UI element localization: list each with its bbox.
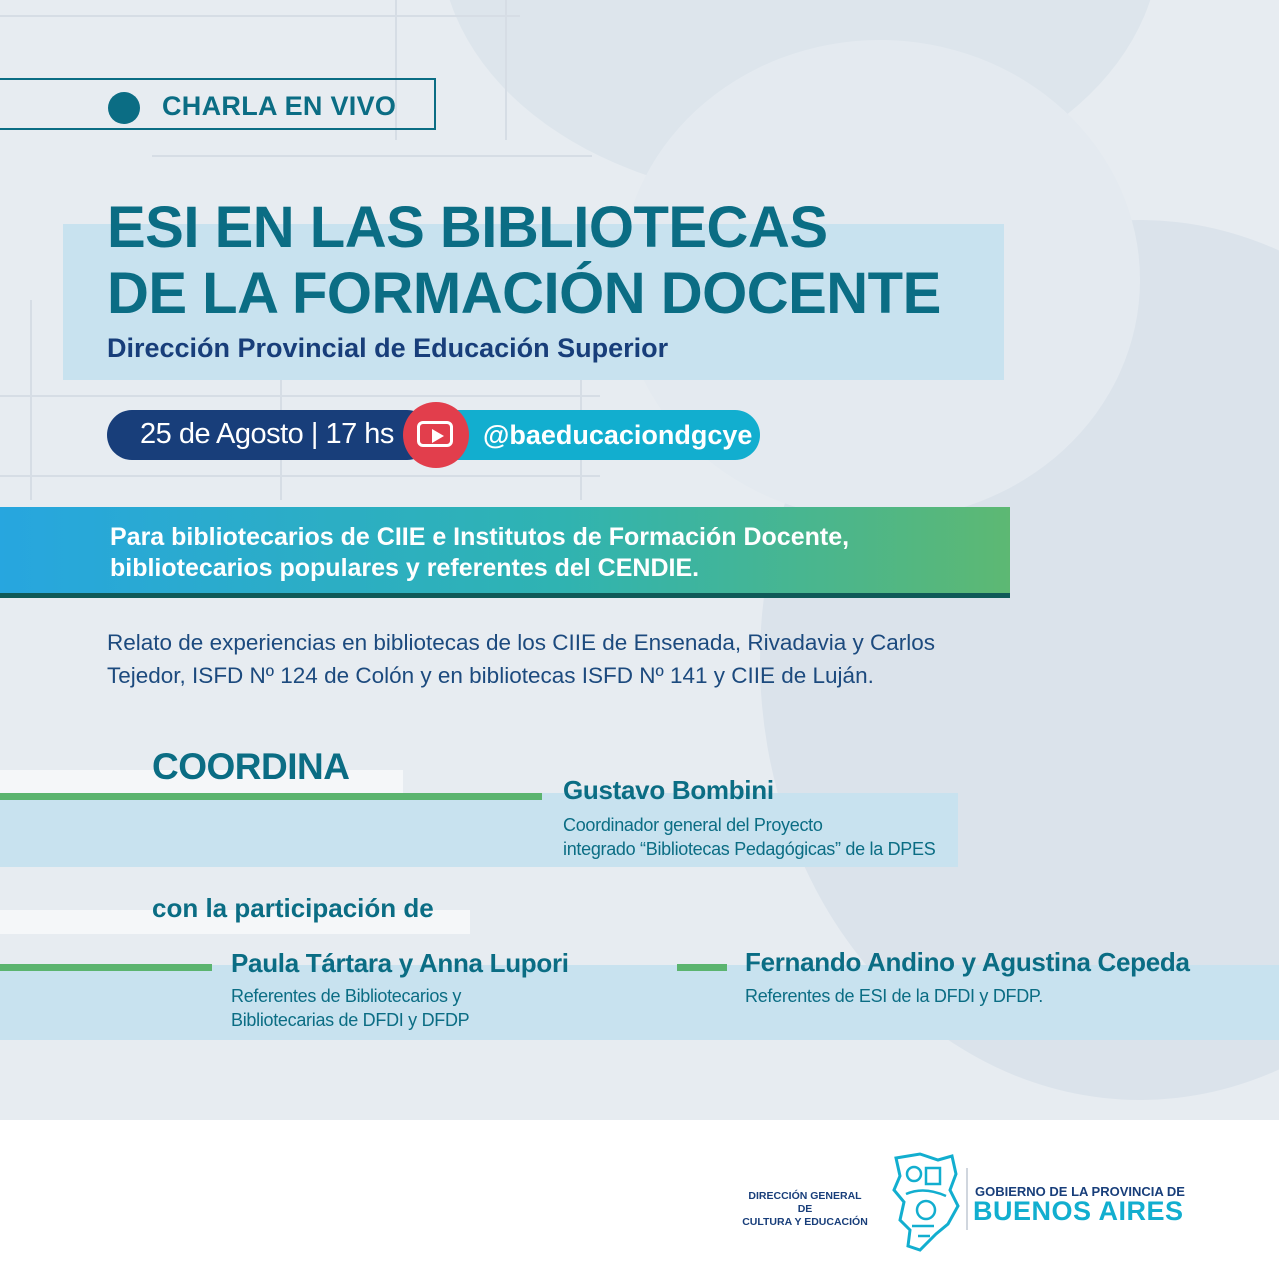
audience-text (110, 522, 849, 584)
coordinator-role (563, 813, 935, 861)
youtube-frame (417, 421, 453, 447)
grid-line (0, 475, 600, 477)
coordina-green-line (0, 793, 542, 800)
coordinator-role-line-1: Coordinador general del Proyecto (563, 815, 823, 835)
event-title-line-1: ESI EN LAS BIBLIOTECAS (107, 195, 828, 260)
participation-heading: con la participación de (152, 893, 434, 923)
audience-band-shadow (0, 593, 1010, 598)
live-talk-badge (0, 78, 436, 130)
grid-line (152, 155, 592, 157)
badge-label: CHARLA EN VIVO (162, 91, 397, 121)
event-date-time: 25 de Agosto | 17 hs (140, 418, 394, 450)
government-label: GOBIERNO DE LA PROVINCIA DE (975, 1184, 1185, 1199)
province-map-logo-svg (890, 1150, 962, 1254)
grid-line (30, 300, 32, 500)
participant-1-role (231, 984, 469, 1032)
channel-handle[interactable]: @baeducaciondgcye (483, 420, 753, 450)
participant-2-green-line (677, 964, 727, 971)
coordinator-name: Gustavo Bombini (563, 775, 774, 805)
grid-line (505, 0, 507, 140)
footer-divider (966, 1168, 968, 1230)
dgce-label (740, 1190, 870, 1229)
youtube-icon[interactable] (403, 402, 469, 468)
event-subtitle: Dirección Provincial de Educación Superior (107, 333, 669, 363)
participant-2-role-line-1: Referentes de ESI de la DFDI y DFDP. (745, 986, 1043, 1006)
participant-1-role-line-2: Bibliotecarias de DFDI y DFDP (231, 1010, 470, 1030)
audience-line-1: Para bibliotecarios de CIIE e Institutos de Formación Docente, (110, 523, 850, 551)
play-triangle (432, 429, 444, 443)
grid-line (0, 15, 520, 17)
description-line-2: Tejedor, ISFD Nº 124 de Colón y en bibliotecas ISFD Nº 141 y CIIE de Luján. (107, 663, 874, 688)
coordina-heading: COORDINA (152, 746, 350, 787)
participant-2-name: Fernando Andino y Agustina Cepeda (745, 947, 1190, 977)
badge-dot (108, 92, 140, 124)
dgce-line-2: CULTURA Y EDUCACIÓN (742, 1216, 868, 1228)
province-name: BUENOS AIRES (973, 1196, 1184, 1226)
grid-line (0, 395, 600, 397)
event-title-line-2: DE LA FORMACIÓN DOCENTE (107, 261, 941, 326)
participant-1-green-line (0, 964, 212, 971)
province-map-logo (890, 1150, 962, 1254)
participant-1-name: Paula Tártara y Anna Lupori (231, 948, 569, 978)
description (107, 626, 935, 692)
dgce-line-1: DIRECCIÓN GENERAL DE (748, 1190, 862, 1215)
participant-1-role-line-1: Referentes de Bibliotecarios y (231, 986, 462, 1006)
coordinator-role-line-2: integrado “Bibliotecas Pedagógicas” de la DPES (563, 839, 936, 859)
description-line-1: Relato de experiencias en bibliotecas de los CIIE de Ensenada, Rivadavia y Carlos (107, 630, 935, 655)
participant-2-role (745, 984, 1043, 1008)
audience-line-2: bibliotecarios populares y referentes del CENDIE. (110, 554, 700, 582)
